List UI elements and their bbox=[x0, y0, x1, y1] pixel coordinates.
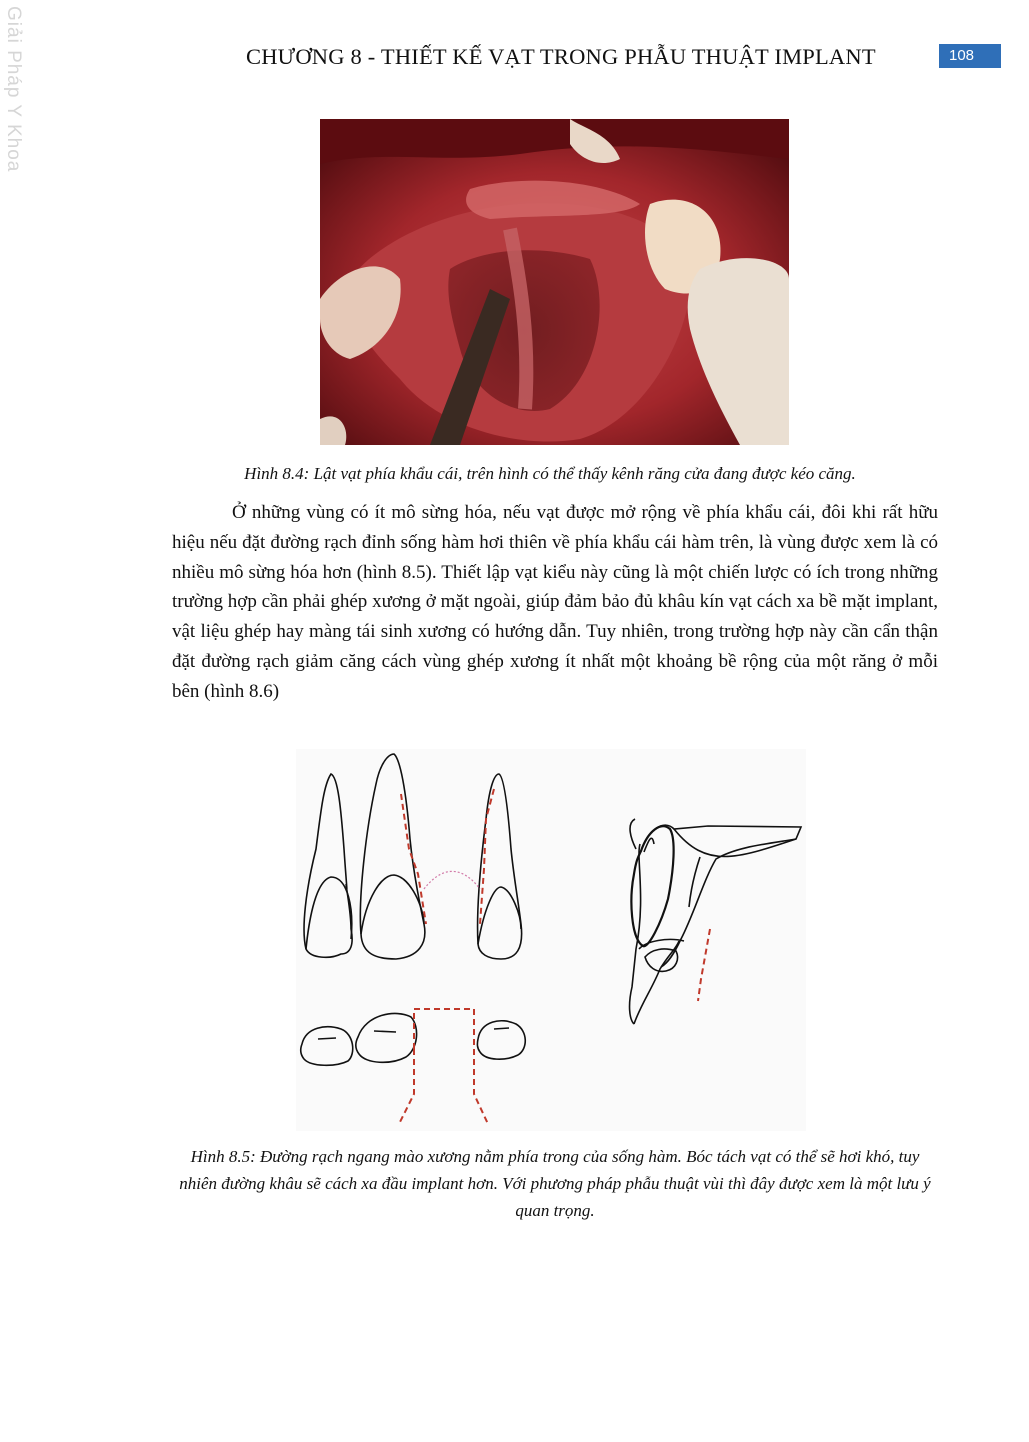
page-number-badge: 108 bbox=[939, 44, 1001, 68]
papilla-line bbox=[424, 871, 480, 889]
incision-box bbox=[414, 1009, 474, 1049]
figure-8-5-caption: Hình 8.5: Đường rạch ngang mào xương nằm phía trong của sống hàm. Bóc tách vạt có thể sẽ hơi khó, tuy nhiên đường khâu sẽ cách xa đầu implant hơn. Với phương pháp phẫu thuật vùi thì đây được xem là một lưu ý quan trọng. bbox=[179, 1147, 931, 1220]
incision-flare-left bbox=[399, 1049, 414, 1124]
left-incisor-outline bbox=[304, 774, 352, 957]
incision-line-drawing bbox=[296, 749, 806, 1131]
occlusal-tooth-3 bbox=[477, 1021, 525, 1059]
incision-flare-right bbox=[474, 1049, 488, 1124]
cross-section-outline bbox=[631, 826, 673, 946]
central-incisor-outline bbox=[360, 754, 425, 959]
figure-8-4-caption: Hình 8.4: Lật vạt phía khẩu cái, trên hình có thể thấy kênh răng cửa đang được kéo căng. bbox=[244, 464, 856, 483]
palatal-flap-illustration bbox=[320, 119, 789, 445]
right-incisor-outline bbox=[478, 774, 522, 959]
body-paragraph: Ở những vùng có ít mô sừng hóa, nếu vạt được mở rộng về phía khẩu cái, đôi khi rất hữu hiệu nếu đặt đường rạch đỉnh sống hàm hơi thiên về phía khẩu cái hàm trên, là vùng được xem là có nhiều mô sừng hóa hơn (hình 8.5). Thiết lập vạt kiểu này cũng là một chiến lược có ích trong những trường hợp cần phải ghép xương ở mặt ngoài, giúp đảm bảo đủ khâu kín vạt cách xa bề mặt implant, vật liệu ghép hay màng tái sinh xương có hướng dẫn. Tuy nhiên, trong trường hợp này cần cẩn thận đặt đường rạch giảm căng cách vùng ghép xương ít nhất một khoảng bề rộng của một răng ở mỗi bên (hình 8.6) bbox=[172, 502, 938, 702]
occlusal-tooth-2 bbox=[356, 1013, 417, 1062]
incision-line-left bbox=[401, 794, 426, 924]
incision-diagram bbox=[296, 749, 806, 1131]
watermark: Giải Pháp Y Khoa bbox=[3, 6, 24, 173]
cross-section-incision bbox=[698, 929, 710, 1001]
chapter-title: CHƯƠNG 8 - THIẾT KẾ VẠT TRONG PHẪU THUẬT IMPLANT bbox=[246, 44, 876, 69]
occlusal-tooth-1 bbox=[301, 1027, 353, 1065]
intraoral-photo bbox=[320, 119, 789, 445]
